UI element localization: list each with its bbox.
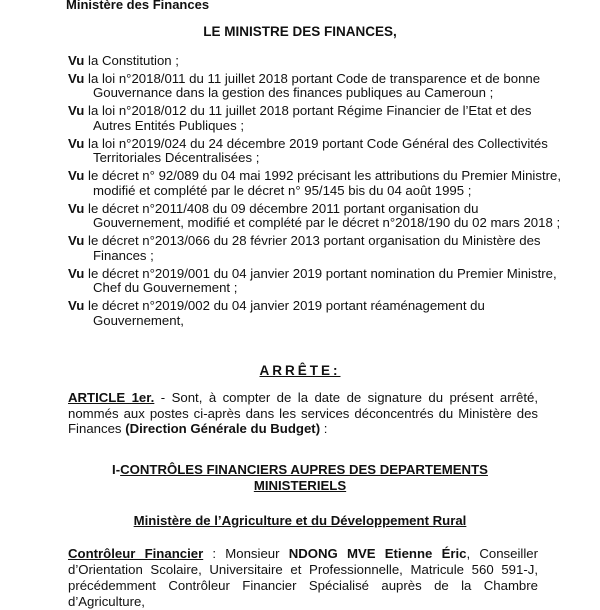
sub-ministry-heading: Ministère de l’Agriculture et du Développement Rural	[133, 513, 467, 528]
document-title: LE MINISTRE DES FINANCES,	[203, 24, 397, 39]
controleur-name: NDONG MVE Etienne Éric	[288, 546, 467, 561]
visa-item: Vu la loi n°2018/011 du 11 juillet 2018 portant Code de transparence et de bonne Gouvernance dans la gestion des finances publiques au Cameroun ;	[68, 70, 541, 101]
visa-item: Vu le décret n°2013/066 du 28 février 2013 portant organisation du Ministère des Finances ;	[68, 233, 541, 263]
vu-label: Vu	[68, 135, 85, 151]
vu-label: Vu	[68, 233, 85, 249]
visa-item: Vu la loi n°2018/012 du 11 juillet 2018 portant Régime Financier de l’Etat et des Autres Entités Publiques ;	[68, 103, 532, 133]
vu-label: Vu	[68, 168, 85, 184]
article-label: ARTICLE 1er.	[68, 390, 155, 405]
article-1: ARTICLE 1er. - Sont, à compter de la date de signature du présent arrêté, nommés aux postes ci-après dans les services déconcentrés du Ministère des Finances (Direction Générale du Budget) :	[68, 390, 538, 436]
vu-label: Vu	[68, 265, 85, 281]
controleur-label: Contrôleur Financier	[68, 546, 204, 561]
visas-list	[68, 53, 561, 332]
visa-item: Vu le décret n°2019/001 du 04 janvier 2019 portant nomination du Premier Ministre, Chef du Gouvernement ;	[68, 265, 557, 296]
controleur-text: , Conseiller d’Orientation Scolaire, Universitaire et Professionnelle, Matricule 560 591-J, précédemment Contrôleur Financier Spécialisé auprès de la Chambre d’Agriculture,	[68, 546, 538, 609]
ministry-header: Ministère des Finances	[66, 0, 210, 12]
section-heading: I-CONTRÔLES FINANCIERS AUPRES DES DEPARTEMENTS MINISTERIELS	[112, 462, 488, 493]
visa-item: Vu le décret n°2011/408 du 09 décembre 2011 portant organisation du Gouvernement, modifié et complété par le décret n°2018/190 du 02 mars 2018 ;	[68, 200, 561, 231]
vu-label: Vu	[68, 103, 85, 119]
vu-label: Vu	[68, 200, 85, 216]
visa-item: Vu le décret n° 92/089 du 04 mai 1992 précisant les attributions du Premier Ministre, modifié et complété par le décret n° 95/145 bis du 04 août 1995 ;	[68, 168, 561, 198]
visa-item: Vu la Constitution ;	[68, 53, 179, 68]
vu-label: Vu	[68, 53, 85, 68]
article-direction: (Direction Générale du Budget)	[125, 421, 321, 436]
vu-label: Vu	[68, 298, 85, 314]
controleur-paragraph: Contrôleur Financier : Monsieur NDONG MVE Etienne Éric, Conseiller d’Orientation Scolaire, Universitaire et Professionnelle, Matricule 560 591-J, précédemment Contrôleur Financier Spécialisé auprès de la Chambre d’Agriculture,	[68, 546, 538, 609]
vu-label: Vu	[68, 70, 85, 86]
visa-item: Vu la loi n°2019/024 du 24 décembre 2019 portant Code Général des Collectivités Territoriales Décentralisées ;	[68, 135, 548, 166]
visa-item: Vu le décret n°2019/002 du 04 janvier 2019 portant réaménagement du Gouvernement,	[68, 298, 485, 328]
article-text: - Sont, à compter de la date de signature du présent arrêté, nommés aux postes ci-après dans les services déconcentrés du Ministère des Finances	[68, 390, 538, 436]
arrete-heading: ARRÊTE:	[259, 363, 341, 378]
